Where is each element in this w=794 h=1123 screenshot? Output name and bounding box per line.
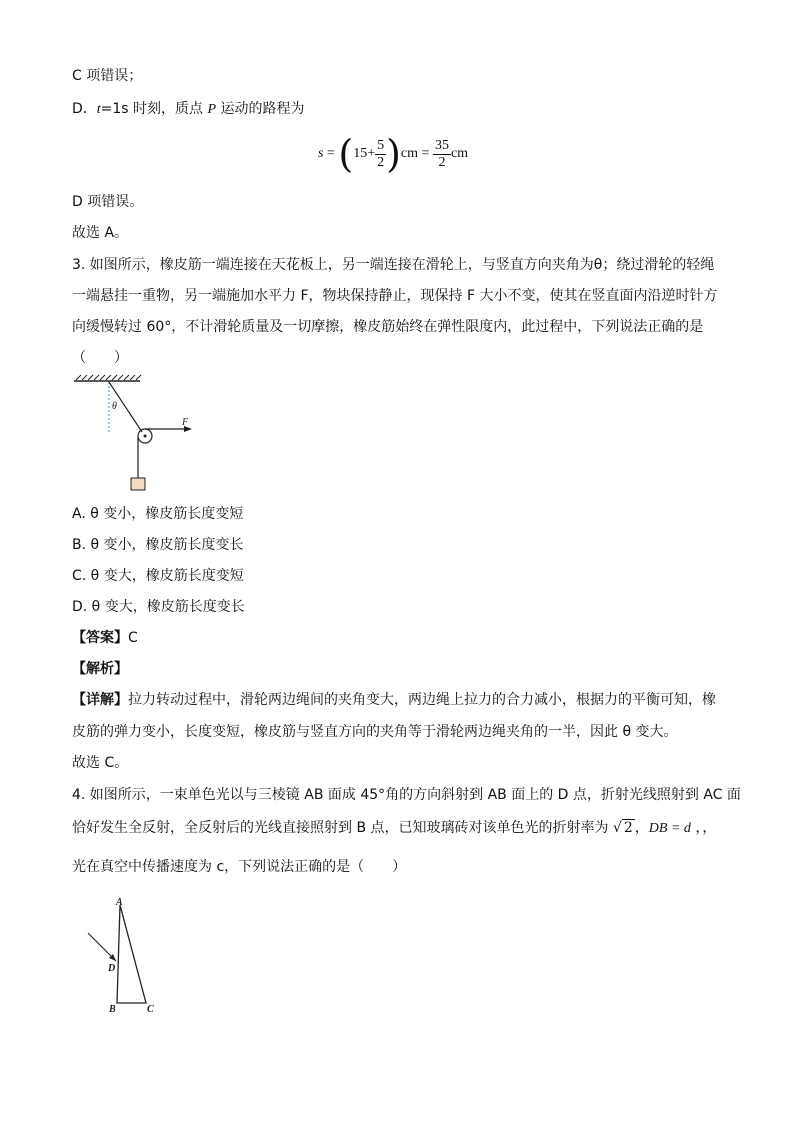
answer-line <box>72 628 138 648</box>
formula-cm2: cm <box>450 146 469 162</box>
detail-line-2: 皮筋的弹力变小，长度变短，橡皮筋与竖直方向的夹角等于滑轮两边绳夹角的一半，因此 θ 变大。 <box>72 724 678 740</box>
db-equals-d: DB = d <box>648 821 691 836</box>
point-d-label: D <box>108 963 116 974</box>
weight-block <box>131 478 145 490</box>
formula-15: 15 <box>353 146 368 162</box>
vertex-a-label: A <box>116 897 123 908</box>
q4-line-3: 光在真空中传播速度为 c，下列说法正确的是（ ） <box>72 859 407 875</box>
sqrt-2: √ 2 <box>612 820 633 836</box>
paren-left: ( <box>338 132 354 176</box>
option-b: B. θ 变小，橡皮筋长度变长 <box>72 537 244 553</box>
d-prefix: D． <box>72 101 97 117</box>
frac-den: 2 <box>377 154 385 170</box>
pulley-axle <box>144 435 147 438</box>
q3-line-3: 向缓慢转过 60°，不计滑轮质量及一切摩擦，橡皮筋始终在弹性限度内，此过程中，下列说法正确的是 <box>72 319 704 335</box>
q4-line-2-tail: ，， <box>690 820 717 836</box>
d-p-var: P <box>207 102 217 117</box>
d-wrong-line: D 项错误。 <box>72 194 144 210</box>
choose-c-line: 故选 C。 <box>72 755 129 771</box>
frac-num: 35 <box>434 137 449 153</box>
q4-line-2-text: 恰好发生全反射，全反射后的光线直接照射到 B 点，已知玻璃砖对该单色光的折射率为 <box>72 820 613 836</box>
pulley-figure <box>72 374 202 494</box>
analysis-line <box>72 659 128 679</box>
d-option-line <box>72 99 305 120</box>
d-suffix: 运动的路程为 <box>216 101 305 117</box>
q3-line-2: 一端悬挂一重物，另一端施加水平力 F，物块保持静止，现保持 F 大小不变，使其在竖直面内沿逆时针方 <box>72 288 718 304</box>
path-formula <box>318 132 468 178</box>
frac-num: 5 <box>377 137 385 153</box>
ceiling-hatch <box>76 375 141 380</box>
frac-den: 2 <box>438 154 446 170</box>
q4-line-2-comma: ， <box>634 820 649 836</box>
sqrt-radicand: 2 <box>623 820 633 836</box>
formula-s: s <box>318 146 324 162</box>
analysis-tag: 【解析】 <box>72 661 128 677</box>
detail-text-1: 拉力转动过程中，滑轮两边绳间的夹角变大，两边绳上拉力的合力减小，根据力的平衡可知，橡 <box>128 692 716 708</box>
detail-line-1 <box>72 690 716 710</box>
fraction-5-2 <box>375 138 386 171</box>
vertex-b-label: B <box>109 1004 116 1015</box>
paren-right: ) <box>386 132 401 176</box>
theta-label: θ <box>112 401 117 412</box>
formula-eq: = <box>323 146 339 162</box>
d-mid: =1s 时刻，质点 <box>100 101 208 117</box>
prism-figure <box>80 895 170 1020</box>
answer-value: C <box>128 630 138 646</box>
formula-plus: + <box>367 146 376 162</box>
option-c: C. θ 变大，橡皮筋长度变短 <box>72 568 244 584</box>
q3-line-4: （ ） <box>72 350 128 366</box>
option-d: D. θ 变大，橡皮筋长度变长 <box>72 599 245 615</box>
formula-cm1: cm <box>400 146 419 162</box>
q3-line-1: 3. 如图所示，橡皮筋一端连接在天花板上，另一端连接在滑轮上，与竖直方向夹角为θ；绕过滑轮的轻绳 <box>72 257 715 273</box>
formula-eq2: = <box>418 146 433 162</box>
prism-triangle <box>117 905 146 1003</box>
q4-line-1: 4. 如图所示，一束单色光以与三棱镜 AB 面成 45°角的方向斜射到 AB 面上的 D 点，折射光线照射到 AC 面 <box>72 787 741 803</box>
option-a: A. θ 变小，橡皮筋长度变短 <box>72 506 244 522</box>
force-label: F <box>182 417 189 428</box>
vertex-c-label: C <box>147 1004 154 1015</box>
detail-tag: 【详解】 <box>72 692 128 708</box>
c-wrong-line: C 项错误； <box>72 68 143 84</box>
q4-line-2 <box>72 818 716 839</box>
choose-a-line: 故选 A。 <box>72 225 129 241</box>
answer-tag: 【答案】 <box>72 630 128 646</box>
d-t-var: t <box>96 102 101 117</box>
fraction-35-2 <box>433 138 451 171</box>
